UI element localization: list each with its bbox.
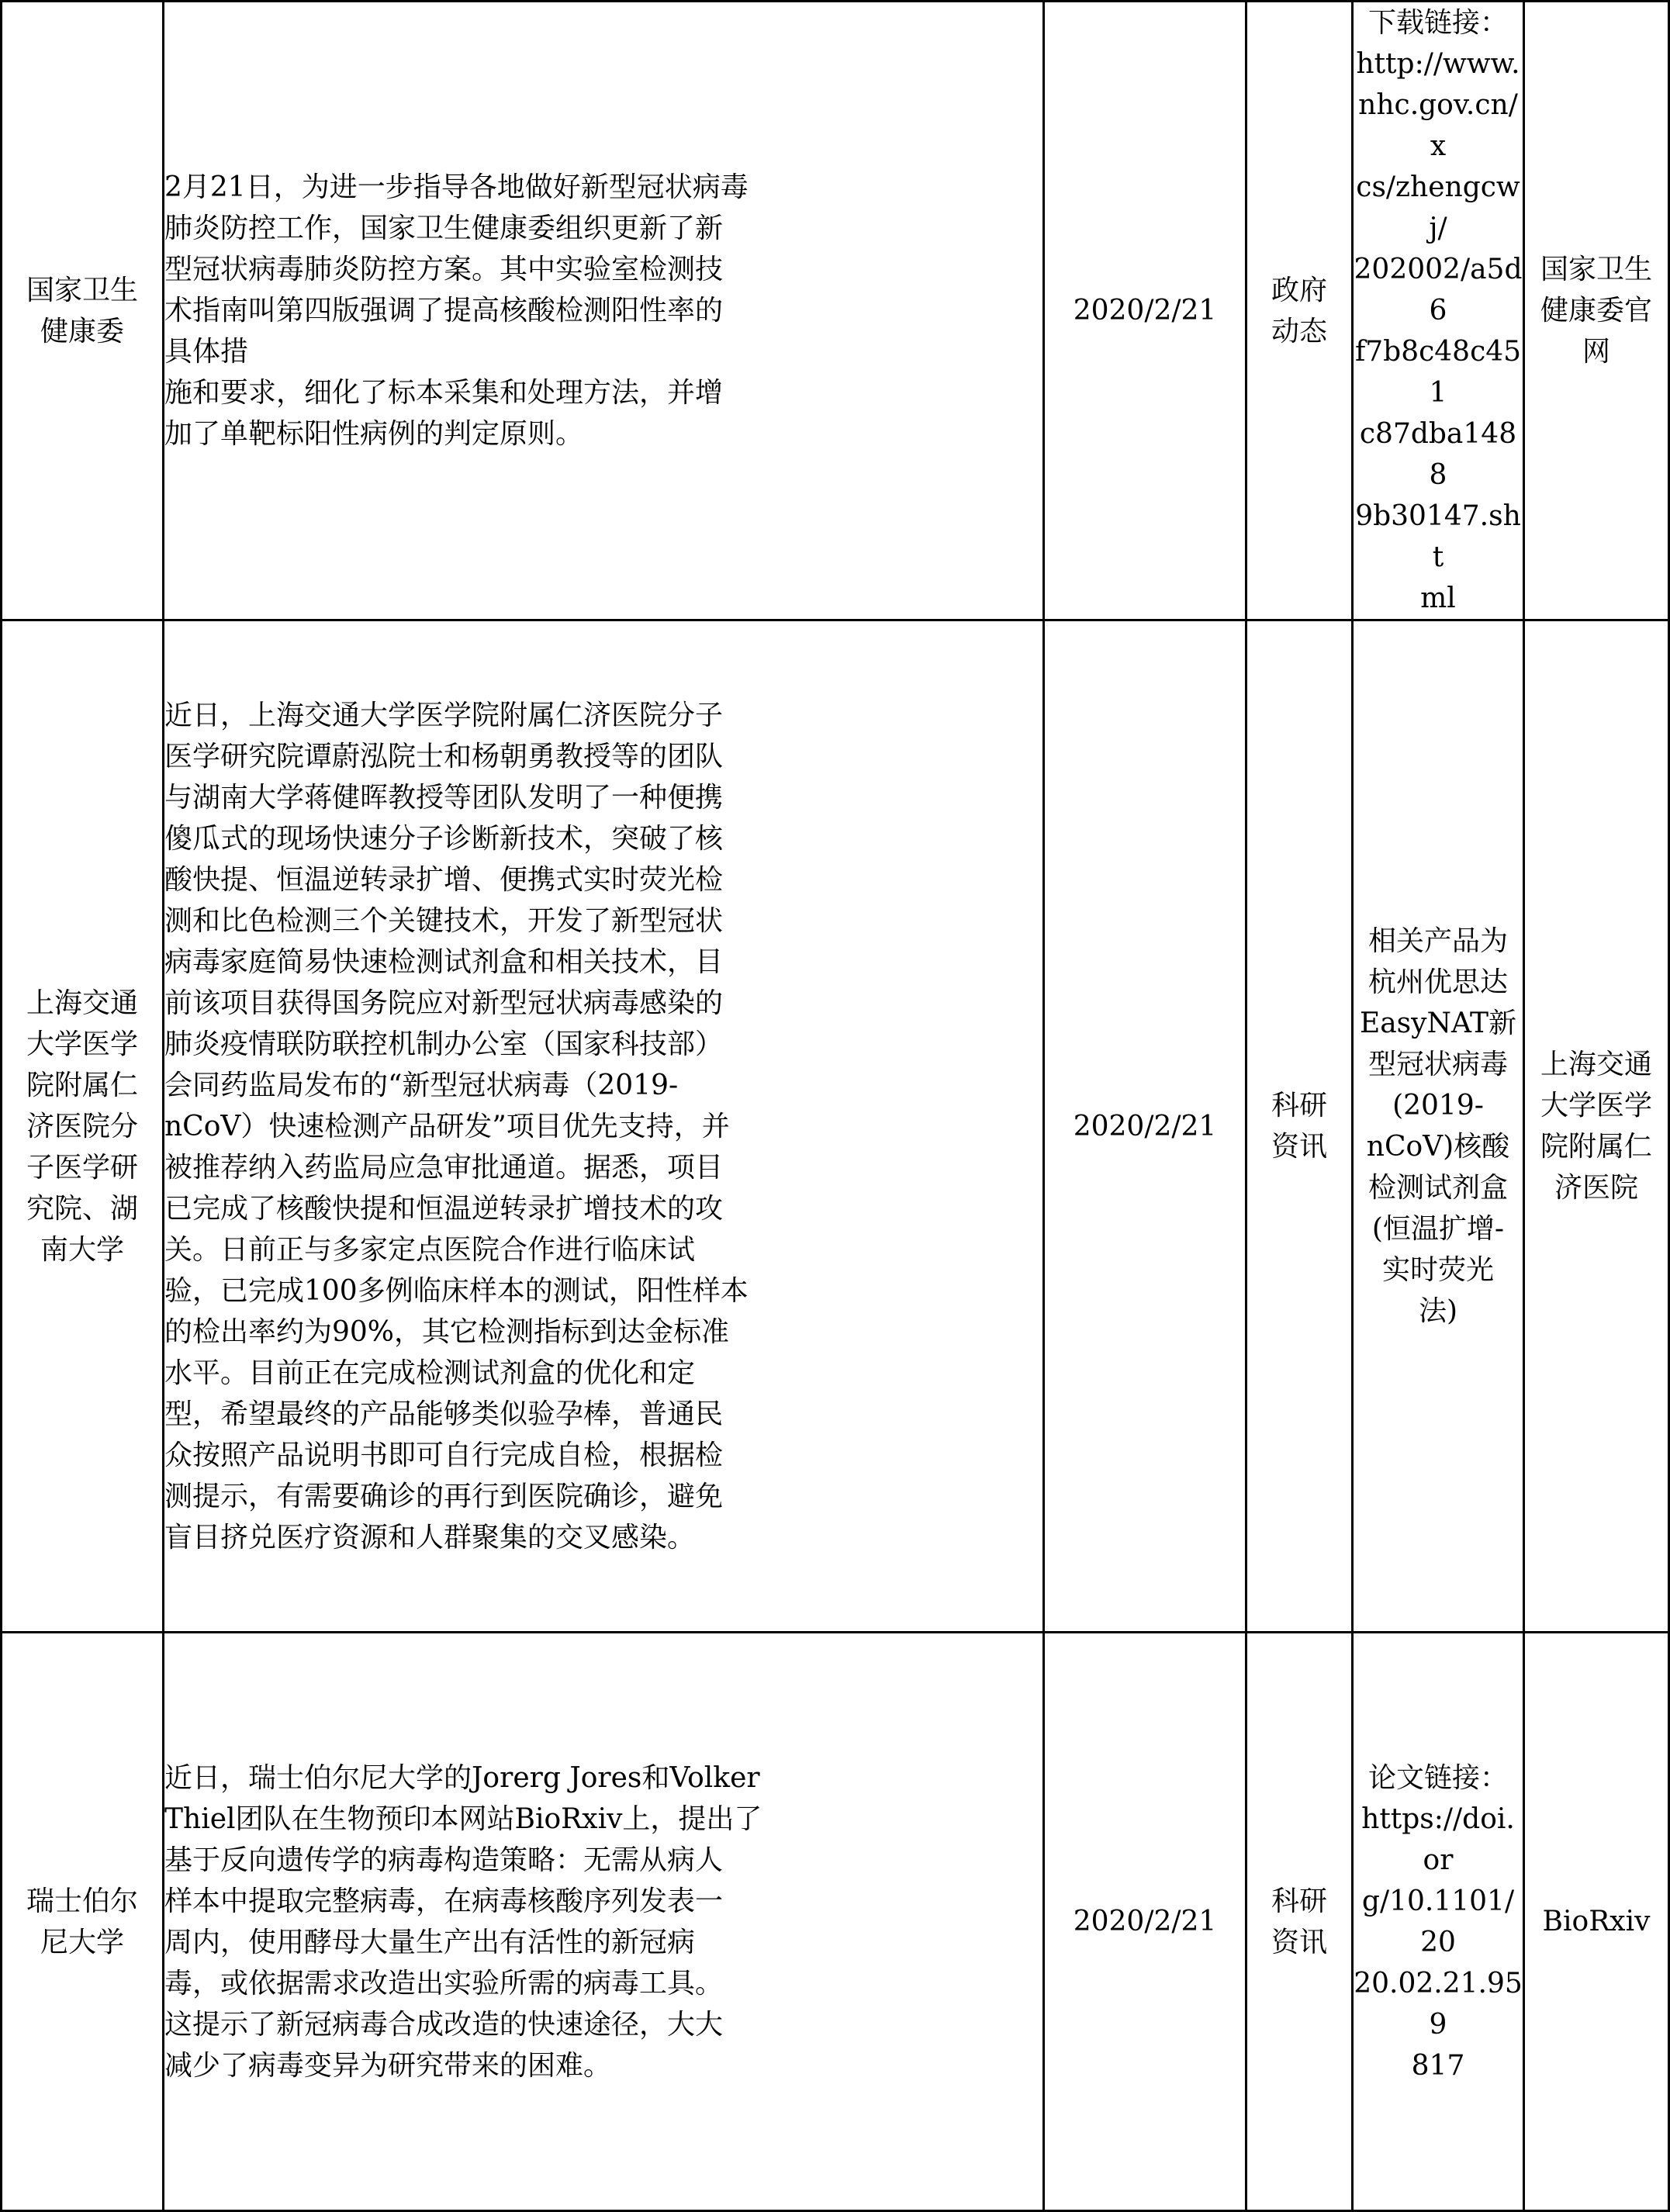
date-text: 2020/2/21 [1073, 1906, 1217, 1937]
table-row [2, 2, 1669, 620]
origin-text: BioRxiv [1542, 1906, 1651, 1937]
source-cell [2, 620, 164, 1633]
note-text: 论文链接： https://doi.or g/10.1101/20 20.02.21.959 817 [1354, 1761, 1523, 2082]
content-cell [164, 620, 1044, 1633]
note-text: 相关产品为 杭州优思达 EasyNAT新 型冠状病毒 (2019- nCoV)核酸 检测试剂盒 (恒温扩增- 实时荧光 法) [1359, 925, 1517, 1327]
date-text: 2020/2/21 [1073, 1110, 1217, 1142]
content-text: 近日，上海交通大学医学院附属仁济医院分子 医学研究院谭蔚泓院士和杨朝勇教授等的团队 与湖南大学蒋健晖教授等团队发明了一种便携 傻瓜式的现场快速分子诊断新技术，突破了核 酸快提、恒温逆转录扩增、便携式实时荧光检 测和比色检测三个关键技术，开发了新型冠状 病毒家庭简易快速检测试剂盒和相关技术，目 前该项目获得国务院应对新型冠状病毒感染的 肺炎疫情联防联控机制办公室（国家科技部） 会同药监局发布的“新型冠状病毒（2019- nCoV）快速检测产品研发”项目优先支持，并 被推荐纳入药监局应急审批通道。据悉，项目 已完成了核酸快提和恒温逆转录扩增技术的攻 关。日前正与多家定点医院合作进行临床试 验，已完成100多例临床样本的测试，阳性样本 的检出率约为90%，其它检测指标到达金标准 水平。目前正在完成检测试剂盒的优化和定 型，希望最终的产品能够类似验孕棒，普通民 众按照产品说明书即可自行完成自检，根据检 测提示，有需要确诊的再行到医院确诊，避免 盲目挤兑医疗资源和人群聚集的交叉感染。 [164, 699, 749, 1554]
table-row [2, 1633, 1669, 2211]
note-cell [1353, 620, 1524, 1633]
content-cell [164, 2, 1044, 620]
type-cell [1246, 2, 1353, 620]
type-text: 科研 资讯 [1271, 1090, 1327, 1163]
origin-text: 上海交通 大学医学 院附属仁 济医院 [1540, 1049, 1652, 1204]
date-text: 2020/2/21 [1073, 295, 1217, 327]
source-cell [2, 1633, 164, 2211]
origin-cell [1524, 620, 1669, 1633]
note-cell [1353, 1633, 1524, 2211]
source-text: 国家卫生 健康委 [26, 274, 138, 347]
source-text: 瑞士伯尔 尼大学 [26, 1885, 138, 1958]
content-cell [164, 1633, 1044, 2211]
content-text: 2月21日，为进一步指导各地做好新型冠状病毒 肺炎防控工作，国家卫生健康委组织更新了新 型冠状病毒肺炎防控方案。其中实验室检测技 术指南叫第四版强调了提高核酸检测阳性率的 具体措 施和要求，细化了标本采集和处理方法，并增 加了单靶标阳性病例的判定原则。 [164, 171, 749, 450]
type-text: 科研 资讯 [1271, 1885, 1327, 1958]
date-cell [1044, 620, 1246, 1633]
date-cell [1044, 1633, 1246, 2211]
source-text: 上海交通 大学医学 院附属仁 济医院分 子医学研 究院、湖 南大学 [26, 987, 138, 1266]
note-cell [1353, 2, 1524, 620]
origin-cell [1524, 2, 1669, 620]
date-cell [1044, 2, 1246, 620]
source-cell [2, 2, 164, 620]
origin-text: 国家卫生 健康委官 网 [1540, 254, 1652, 368]
table-row [2, 620, 1669, 1633]
note-text: 下载链接： http://www. nhc.gov.cn/x cs/zhengcwj/ 202002/a5d6 f7b8c48c451 c87dba1488 9b30147.sht ml [1354, 7, 1523, 614]
type-text: 政府 动态 [1271, 274, 1327, 347]
type-cell [1246, 1633, 1353, 2211]
origin-cell [1524, 1633, 1669, 2211]
content-text: 近日，瑞士伯尔尼大学的Jorerg Jores和Volker Thiel团队在生物预印本网站BioRxiv上，提出了 基于反向遗传学的病毒构造策略：无需从病人 样本中提取完整病毒，在病毒核酸序列发表一 周内，使用酵母大量生产出有活性的新冠病 毒，或依据需求改造出实验所需的病毒工具。 这提示了新冠病毒合成改造的快速途径，大大 减少了病毒变异为研究带来的困难。 [164, 1761, 762, 2082]
type-cell [1246, 620, 1353, 1633]
